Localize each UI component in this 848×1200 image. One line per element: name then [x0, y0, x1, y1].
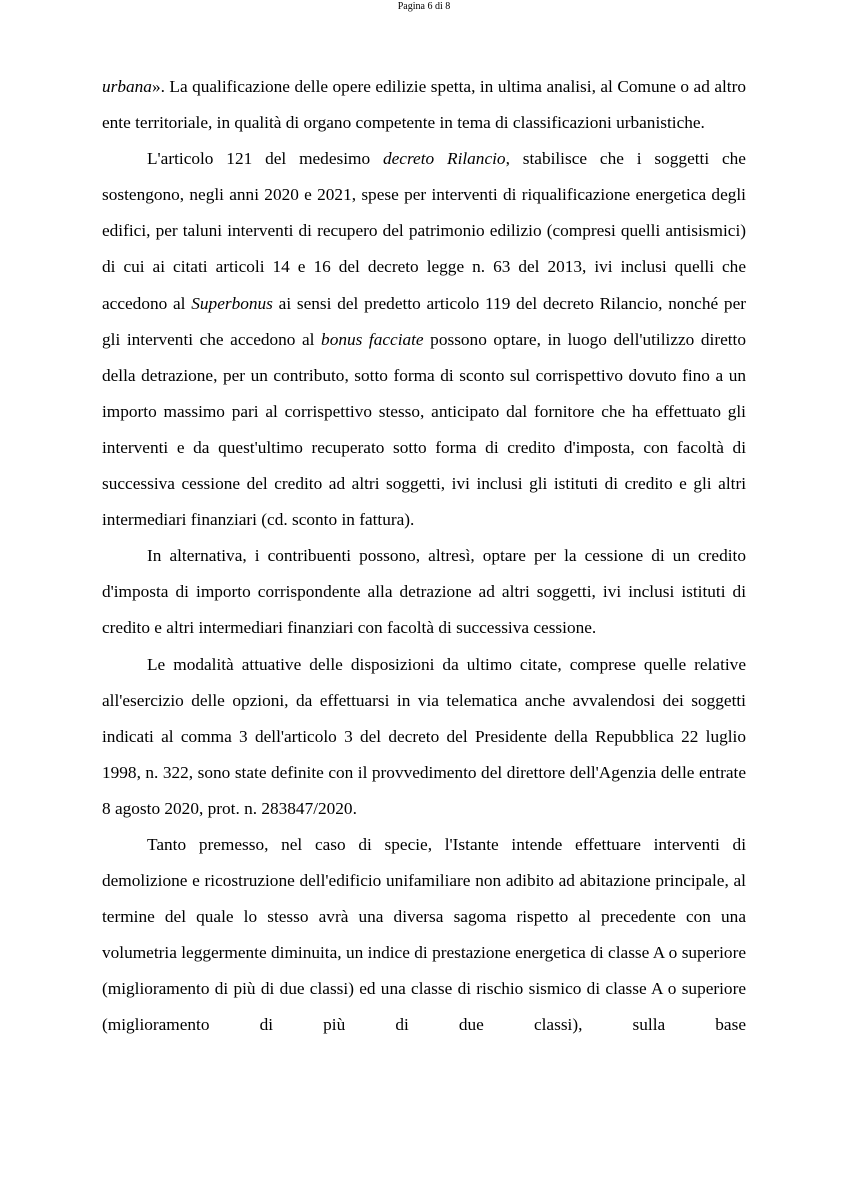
document-body	[102, 69, 746, 1044]
paragraph-continuation	[102, 69, 746, 141]
paragraph-text: , stabilisce che i soggetti che sostengono, negli anni 2020 e 2021, spese per interventi di riqualificazione energetica degli edifici, per taluni interventi di recupero del patrimonio edilizio (compresi quelli antisismici) di cui ai citati articoli 14 e 16 del decreto legge n. 63 del 2013, ivi inclusi quelli che accedono al	[102, 149, 746, 313]
paragraph-in-alternativa	[102, 538, 746, 646]
paragraph-text: L'articolo 121 del medesimo	[147, 149, 383, 169]
paragraph-text: In alternativa, i contribuenti possono, altresì, optare per la cessione di un credito d'imposta di importo corrispondente alla detrazione ad altri soggetti, ivi inclusi istituti di credito e altri intermediari finanziari con facoltà di successiva cessione.	[102, 546, 746, 638]
italic-term-superbonus: Superbonus	[191, 293, 273, 313]
italic-term-bonus-facciate: bonus facciate	[321, 329, 424, 349]
paragraph-tanto-premesso	[102, 827, 746, 1044]
paragraph-text: ai sensi del predetto articolo 119 del decreto Rilancio, nonché per gli interventi che accedono al	[102, 293, 746, 349]
italic-term-decreto-rilancio: decreto Rilancio	[382, 149, 506, 169]
paragraph-articolo-121	[102, 141, 746, 538]
paragraph-text: Le modalità attuative delle disposizioni da ultimo citate, comprese quelle relative all'esercizio delle opzioni, da effettuarsi in via telematica anche avvalendosi dei soggetti indicati al comma 3 dell'articolo 3 del decreto del Presidente della Repubblica 22 luglio 1998, n. 322, sono state definite con il provvedimento del direttore dell'Agenzia delle entrate 8 agosto 2020, prot. n. 283847/2020.	[102, 654, 746, 818]
paragraph-modalita-attuative	[102, 647, 746, 827]
paragraph-text: Tanto premesso, nel caso di specie, l'Istante intende effettuare interventi di demolizione e ricostruzione dell'edificio unifamiliare non adibito ad abitazione principale, al termine del quale lo stesso avrà una diversa sagoma rispetto al precedente con una volumetria leggermente diminuita, un indice di prestazione energetica di classe A o superiore (miglioramento di più di due classi) ed una classe di rischio sismico di classe A o superiore (miglioramento di più di due classi), sulla base	[102, 834, 746, 1035]
page-number-header: Pagina 6 di 8	[397, 1, 451, 12]
paragraph-text: ». La qualificazione delle opere edilizie spetta, in ultima analisi, al Comune o ad altro ente territoriale, in qualità di organo competente in tema di classificazioni urbanistiche.	[102, 77, 746, 133]
italic-term-urbana: urbana	[102, 77, 152, 96]
paragraph-text: possono optare, in luogo dell'utilizzo diretto della detrazione, per un contributo, sotto forma di sconto sul corrispettivo dovuto fino a un importo massimo pari al corrispettivo stesso, anticipato dal fornitore che ha effettuato gli interventi e da quest'ultimo recuperato sotto forma di credito d'imposta, con facoltà di successiva cessione del credito ad altri soggetti, ivi inclusi gli istituti di credito e gli altri intermediari finanziari (cd. sconto in fattura).	[102, 329, 746, 530]
